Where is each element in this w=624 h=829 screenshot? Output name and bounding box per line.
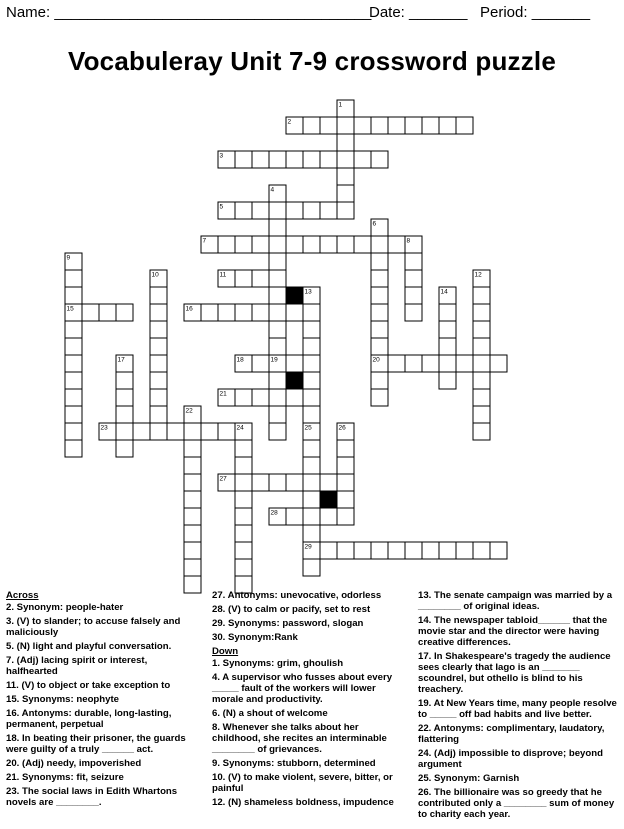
grid-cell[interactable] (337, 134, 354, 151)
grid-cell[interactable] (269, 406, 286, 423)
grid-cell[interactable] (218, 304, 235, 321)
grid-cell[interactable] (303, 372, 320, 389)
grid-cell[interactable] (286, 508, 303, 525)
grid-cell[interactable] (405, 542, 422, 559)
clue-number: 24 (236, 424, 244, 432)
grid-cell[interactable] (218, 423, 235, 440)
grid-cell[interactable] (235, 304, 252, 321)
grid-cell[interactable] (473, 287, 490, 304)
grid-cell[interactable] (388, 355, 405, 372)
grid-cell[interactable] (235, 151, 252, 168)
grid-cell[interactable] (303, 304, 320, 321)
grid-cell[interactable] (252, 151, 269, 168)
grid-cell[interactable] (150, 321, 167, 338)
grid-cell[interactable] (405, 270, 422, 287)
grid-cell[interactable] (116, 389, 133, 406)
grid-cell[interactable] (150, 355, 167, 372)
grid-cell[interactable] (235, 474, 252, 491)
grid-cell[interactable] (184, 525, 201, 542)
clue-item: 24. (Adj) impossible to disprove; beyond argument (418, 748, 603, 770)
clue-number: 11 (219, 271, 227, 279)
grid-cell[interactable] (65, 270, 82, 287)
clue-item: 3. (V) to slander; to accuse falsely and maliciously (6, 616, 181, 638)
grid-cell[interactable] (371, 270, 388, 287)
grid-cell[interactable] (371, 253, 388, 270)
grid-cell[interactable] (405, 304, 422, 321)
grid-cell[interactable] (439, 304, 456, 321)
grid-cell[interactable] (65, 321, 82, 338)
grid-cell[interactable] (269, 372, 286, 389)
grid-cell[interactable] (82, 304, 99, 321)
grid-cell[interactable] (473, 406, 490, 423)
clue-item: 2. Synonym: people-hater (6, 602, 124, 613)
clue-number: 27 (219, 475, 227, 483)
grid-cell[interactable] (235, 236, 252, 253)
grid-cell[interactable] (269, 338, 286, 355)
grid-cell[interactable] (235, 491, 252, 508)
black-square (286, 372, 303, 389)
grid-cell[interactable] (286, 355, 303, 372)
grid-cell[interactable] (422, 117, 439, 134)
clue-item: 17. In Shakespeare's tragedy the audience sees clearly that Iago is an _______ scoundrel, but othello is blind to his treachery. (418, 651, 611, 695)
grid-cell[interactable] (303, 338, 320, 355)
grid-cell[interactable] (303, 491, 320, 508)
clue-item: 28. (V) to calm or pacify, set to rest (212, 604, 371, 615)
grid-cell[interactable] (116, 406, 133, 423)
grid-cell[interactable] (456, 355, 473, 372)
grid-cell[interactable] (65, 406, 82, 423)
grid-cell[interactable] (337, 440, 354, 457)
grid-cell[interactable] (371, 389, 388, 406)
grid-cell[interactable] (473, 389, 490, 406)
clue-item: 5. (N) light and playful conversation. (6, 641, 172, 652)
grid-cell[interactable] (116, 372, 133, 389)
down-heading: Down (212, 646, 239, 657)
clue-item: 7. (Adj) lacing spirit or interest, halfhearted (6, 655, 148, 677)
clue-number: 25 (304, 424, 312, 432)
grid-cell[interactable] (303, 202, 320, 219)
grid-cell[interactable] (269, 423, 286, 440)
clue-item: 9. Synonyms: stubborn, determined (212, 758, 376, 769)
grid-cell[interactable] (371, 287, 388, 304)
grid-cell[interactable] (439, 542, 456, 559)
grid-cell[interactable] (235, 270, 252, 287)
grid-cell[interactable] (337, 542, 354, 559)
grid-cell[interactable] (490, 542, 507, 559)
grid-cell[interactable] (337, 474, 354, 491)
clue-item: 23. The social laws in Edith Whartons novels are ________. (6, 786, 178, 808)
clue-number: 19 (270, 356, 278, 364)
clue-number: 20 (372, 356, 380, 364)
grid-cell[interactable] (235, 457, 252, 474)
grid-cell[interactable] (320, 474, 337, 491)
grid-cell[interactable] (286, 304, 303, 321)
grid-cell[interactable] (388, 236, 405, 253)
grid-cell[interactable] (473, 338, 490, 355)
grid-cell[interactable] (184, 542, 201, 559)
grid-cell[interactable] (337, 151, 354, 168)
grid-cell[interactable] (337, 168, 354, 185)
grid-cell[interactable] (303, 321, 320, 338)
clue-item: 25. Synonym: Garnish (418, 773, 520, 784)
grid-cell[interactable] (235, 542, 252, 559)
clue-item: 1. Synonyms: grim, ghoulish (212, 658, 344, 669)
grid-cell[interactable] (337, 117, 354, 134)
clue-item: 27. Antonyms: unevocative, odorless (212, 590, 382, 601)
clue-item: 13. The senate campaign was married by a ________ of original ideas. (418, 590, 613, 612)
clue-number: 7 (202, 237, 207, 245)
grid-cell[interactable] (320, 542, 337, 559)
grid-cell[interactable] (286, 202, 303, 219)
grid-cell[interactable] (252, 202, 269, 219)
grid-cell[interactable] (286, 236, 303, 253)
grid-cell[interactable] (150, 338, 167, 355)
grid-cell[interactable] (65, 338, 82, 355)
grid-cell[interactable] (269, 236, 286, 253)
clue-number: 23 (100, 424, 108, 432)
grid-cell[interactable] (354, 236, 371, 253)
clue-number: 12 (474, 271, 482, 279)
grid-cell[interactable] (65, 355, 82, 372)
grid-cell[interactable] (337, 236, 354, 253)
grid-cell[interactable] (252, 304, 269, 321)
clue-number: 13 (304, 288, 312, 296)
grid-cell[interactable] (405, 253, 422, 270)
clue-number: 10 (151, 271, 159, 279)
clue-number: 16 (185, 305, 193, 313)
across-clues-column (6, 590, 201, 811)
grid-cell[interactable] (303, 355, 320, 372)
grid-cell[interactable] (252, 474, 269, 491)
clue-number: 15 (66, 305, 74, 313)
clue-item: 21. Synonyms: fit, seizure (6, 772, 124, 783)
grid-cell[interactable] (235, 202, 252, 219)
grid-cell[interactable] (337, 508, 354, 525)
clue-item: 29. Synonyms: password, slogan (212, 618, 364, 629)
grid-cell[interactable] (150, 372, 167, 389)
grid-cell[interactable] (320, 151, 337, 168)
clues-column-middle (212, 590, 407, 811)
grid-cell[interactable] (286, 151, 303, 168)
grid-cell[interactable] (371, 236, 388, 253)
grid-cell[interactable] (337, 491, 354, 508)
grid-cell[interactable] (473, 542, 490, 559)
grid-cell[interactable] (150, 406, 167, 423)
grid-cell[interactable] (286, 389, 303, 406)
grid-cell[interactable] (354, 542, 371, 559)
grid-cell[interactable] (201, 423, 218, 440)
grid-cell[interactable] (371, 338, 388, 355)
grid-cell[interactable] (303, 151, 320, 168)
grid-cell[interactable] (303, 559, 320, 576)
black-square (286, 287, 303, 304)
grid-cell[interactable] (388, 117, 405, 134)
grid-cell[interactable] (473, 355, 490, 372)
grid-cell[interactable] (439, 321, 456, 338)
grid-cell[interactable] (252, 270, 269, 287)
grid-cell[interactable] (405, 355, 422, 372)
grid-cell[interactable] (184, 491, 201, 508)
clue-item: 30. Synonym:Rank (212, 632, 298, 643)
grid-cell[interactable] (303, 474, 320, 491)
grid-cell[interactable] (422, 542, 439, 559)
grid-cell[interactable] (456, 117, 473, 134)
grid-cell[interactable] (184, 508, 201, 525)
grid-cell[interactable] (150, 287, 167, 304)
grid-cell[interactable] (320, 202, 337, 219)
grid-cell[interactable] (439, 117, 456, 134)
grid-cell[interactable] (167, 423, 184, 440)
grid-cell[interactable] (371, 117, 388, 134)
grid-cell[interactable] (473, 372, 490, 389)
clue-number: 26 (338, 424, 346, 432)
grid-cell[interactable] (184, 423, 201, 440)
clue-number: 21 (219, 390, 227, 398)
clue-number: 28 (270, 509, 278, 517)
grid-cell[interactable] (439, 372, 456, 389)
grid-cell[interactable] (439, 355, 456, 372)
grid-cell[interactable] (99, 304, 116, 321)
grid-cell[interactable] (303, 389, 320, 406)
grid-cell[interactable] (303, 406, 320, 423)
name-field-label: Name: ______________________________________ (6, 4, 372, 21)
date-field-label: Date: _______ (369, 4, 468, 21)
clue-item: 26. The billionaire was so greedy that he contributed only a ________ sum of money to charity each year. (418, 787, 615, 820)
grid-cell[interactable] (269, 253, 286, 270)
clue-number: 18 (236, 356, 244, 364)
grid-cell[interactable] (218, 236, 235, 253)
grid-cell[interactable] (65, 372, 82, 389)
grid-cell[interactable] (388, 542, 405, 559)
clue-number: 17 (117, 356, 125, 364)
clue-item: 20. (Adj) needy, impoverished (6, 758, 142, 769)
clue-item: 8. Whenever she talks about her childhood, she recites an interminable ________ of grievances. (212, 722, 387, 755)
grid-cell[interactable] (235, 525, 252, 542)
grid-cell[interactable] (116, 304, 133, 321)
clue-number: 2 (287, 118, 292, 126)
grid-cell[interactable] (371, 372, 388, 389)
grid-cell[interactable] (320, 508, 337, 525)
grid-cell[interactable] (286, 474, 303, 491)
grid-cell[interactable] (269, 202, 286, 219)
clue-item: 10. (V) to make violent, severe, bitter, or painful (212, 772, 393, 794)
grid-cell[interactable] (65, 423, 82, 440)
grid-cell[interactable] (473, 304, 490, 321)
grid-cell[interactable] (320, 117, 337, 134)
grid-cell[interactable] (235, 559, 252, 576)
grid-cell[interactable] (184, 559, 201, 576)
grid-cell[interactable] (269, 219, 286, 236)
grid-cell[interactable] (235, 389, 252, 406)
grid-cell[interactable] (65, 440, 82, 457)
clue-number: 29 (304, 543, 312, 551)
grid-cell[interactable] (303, 236, 320, 253)
grid-cell[interactable] (337, 202, 354, 219)
clue-number: 3 (219, 152, 224, 160)
clue-item: 14. The newspaper tabloid______ that the movie star and the director were having creative differences. (418, 615, 608, 648)
grid-cell[interactable] (252, 389, 269, 406)
grid-cell[interactable] (456, 542, 473, 559)
clue-number: 22 (185, 407, 193, 415)
clue-item: 15. Synonyms: neophyte (6, 694, 120, 705)
grid-cell[interactable] (303, 440, 320, 457)
page-title: Vocabuleray Unit 7-9 crossword puzzle (67, 46, 557, 76)
grid-cell[interactable] (65, 389, 82, 406)
across-heading: Across (6, 590, 39, 601)
grid-cell[interactable] (201, 304, 218, 321)
clue-item: 18. In beating their prisoner, the guards were guilty of a truly ______ act. (6, 733, 186, 755)
grid-cell[interactable] (303, 525, 320, 542)
grid-cell[interactable] (184, 457, 201, 474)
clue-item: 6. (N) a shout of welcome (212, 708, 328, 719)
grid-cell[interactable] (337, 185, 354, 202)
grid-cell[interactable] (235, 508, 252, 525)
grid-cell[interactable] (269, 287, 286, 304)
grid-cell[interactable] (65, 287, 82, 304)
grid-cell[interactable] (473, 321, 490, 338)
grid-cell[interactable] (116, 440, 133, 457)
clue-item: 22. Antonyms: complimentary, laudatory, flattering (418, 723, 605, 745)
grid-cell[interactable] (422, 355, 439, 372)
clue-item: 19. At New Years time, many people resolve to _____ off bad habits and live better. (418, 698, 617, 720)
grid-cell[interactable] (150, 304, 167, 321)
clue-number: 4 (270, 186, 275, 194)
grid-cell[interactable] (184, 440, 201, 457)
grid-cell[interactable] (269, 270, 286, 287)
grid-cell[interactable] (184, 474, 201, 491)
grid-cell[interactable] (303, 117, 320, 134)
down-clues-column (418, 590, 618, 823)
clue-item: 12. (N) shameless boldness, impudence (212, 797, 394, 808)
grid-cell[interactable] (303, 457, 320, 474)
grid-cell[interactable] (252, 236, 269, 253)
grid-cell[interactable] (490, 355, 507, 372)
grid-cell[interactable] (269, 389, 286, 406)
grid-cell[interactable] (133, 423, 150, 440)
grid-cell[interactable] (371, 321, 388, 338)
grid-cell[interactable] (269, 151, 286, 168)
grid-cell[interactable] (150, 389, 167, 406)
grid-cell[interactable] (405, 287, 422, 304)
clue-item: 11. (V) to object or take exception to (6, 680, 171, 691)
clue-item: 4. A supervisor who fusses about every _____ fault of the workers will lower morale and productivity. (212, 672, 393, 705)
grid-cell[interactable] (371, 304, 388, 321)
grid-cell[interactable] (371, 151, 388, 168)
grid-cell[interactable] (252, 355, 269, 372)
grid-cell[interactable] (303, 508, 320, 525)
grid-cell[interactable] (116, 423, 133, 440)
grid-cell[interactable] (354, 151, 371, 168)
grid-cell[interactable] (269, 304, 286, 321)
grid-cell[interactable] (405, 117, 422, 134)
period-field-label: Period: _______ (480, 4, 591, 21)
clue-number: 14 (440, 288, 448, 296)
clue-number: 5 (219, 203, 224, 211)
clue-number: 6 (372, 220, 377, 228)
grid-cell[interactable] (269, 321, 286, 338)
black-square (320, 491, 337, 508)
grid-cell[interactable] (473, 423, 490, 440)
grid-cell[interactable] (337, 457, 354, 474)
clue-number: 9 (66, 254, 71, 262)
grid-cell[interactable] (371, 542, 388, 559)
grid-cell[interactable] (150, 423, 167, 440)
grid-cell[interactable] (320, 236, 337, 253)
clue-number: 1 (338, 101, 343, 109)
grid-cell[interactable] (439, 338, 456, 355)
grid-cell[interactable] (235, 440, 252, 457)
clue-item: 16. Antonyms: durable, long-lasting, permanent, perpetual (6, 708, 172, 730)
clue-number: 8 (406, 237, 411, 245)
grid-cell[interactable] (269, 474, 286, 491)
grid-cell[interactable] (354, 117, 371, 134)
